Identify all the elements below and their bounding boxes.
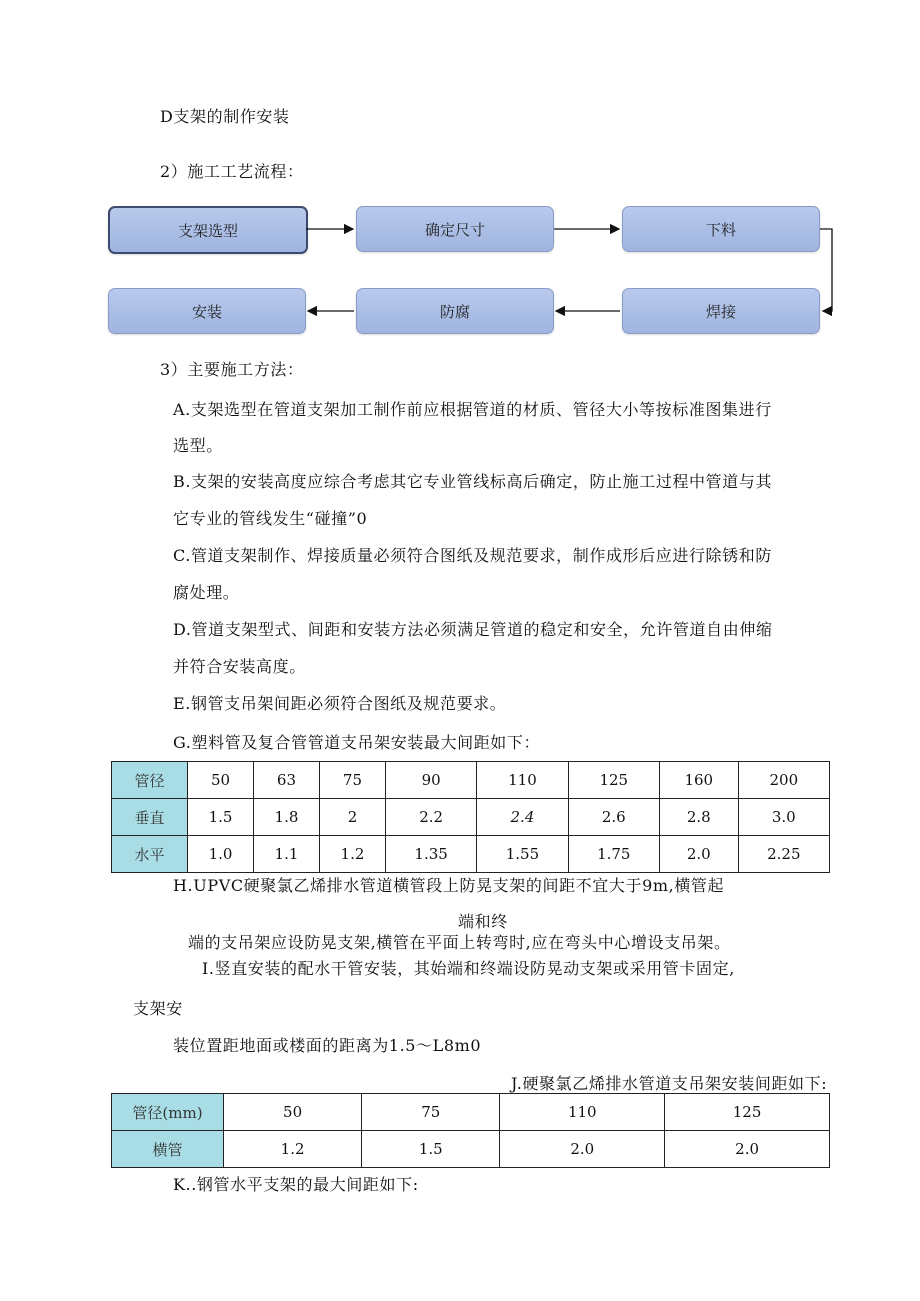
paragraph-k: K..钢管水平支架的最大间距如下:: [173, 1175, 419, 1194]
table-cell: 2.6: [568, 799, 659, 836]
paragraph-j: J.硬聚氯乙烯排水管道支吊架安装间距如下:: [511, 1074, 828, 1093]
table-cell: 2: [319, 799, 385, 836]
table-cell: 1.35: [385, 836, 476, 873]
table-row: [112, 836, 830, 873]
table-cell: 125: [568, 762, 659, 799]
table-row: [112, 1131, 830, 1168]
paragraph-h-line1: H.UPVC硬聚氯乙烯排水管道横管段上防晃支架的间距不宜大于9m,横管起: [173, 876, 725, 895]
table-cell: 50: [188, 762, 254, 799]
flow-step-installation: 安装: [108, 288, 306, 334]
paragraph-b-line2: 它专业的管线发生“碰撞”0: [173, 509, 368, 528]
table-row: [112, 1094, 830, 1131]
arrow-3-to-4: [820, 229, 832, 311]
paragraph-e: E.钢管支吊架间距必须符合图纸及规范要求。: [173, 694, 507, 713]
row-label-vertical: 垂直: [112, 799, 188, 836]
flow-step-cutting: 下料: [622, 206, 820, 252]
flow-heading: 2）施工工艺流程：: [160, 162, 304, 181]
table-cell: 2.0: [500, 1131, 665, 1168]
methods-heading: 3）主要施工方法：: [160, 360, 304, 379]
flow-arrows: [0, 0, 920, 360]
row-label-diameter-mm: 管径(mm): [112, 1094, 224, 1131]
table-cell: 1.0: [188, 836, 254, 873]
paragraph-a-line2: 选型。: [173, 436, 223, 455]
table-cell: 1.55: [477, 836, 568, 873]
paragraph-i-line3: 装位置距地面或楼面的距离为1.5～L8m0: [173, 1036, 482, 1055]
pvc-drain-spacing-table: [111, 1093, 830, 1168]
paragraph-i-line2: 支架安: [133, 999, 183, 1018]
table-cell: 1.1: [253, 836, 319, 873]
table-row: [112, 762, 830, 799]
table-cell: 50: [224, 1094, 362, 1131]
paragraph-c-line1: C.管道支架制作、焊接质量必须符合图纸及规范要求，制作成形后应进行除锈和防: [173, 546, 772, 565]
table-cell: 75: [319, 762, 385, 799]
table-cell: 2.2: [385, 799, 476, 836]
plastic-pipe-spacing-table: [111, 761, 830, 873]
table-cell: 75: [362, 1094, 500, 1131]
table-cell: 1.2: [319, 836, 385, 873]
table-cell: 2.0: [665, 1131, 830, 1168]
table-cell: 110: [500, 1094, 665, 1131]
section-title: D支架的制作安装: [160, 107, 290, 126]
flow-step-determine-size: 确定尺寸: [356, 206, 554, 252]
table-cell: 110: [477, 762, 568, 799]
table-cell: 3.0: [738, 799, 829, 836]
table-cell: 2.25: [738, 836, 829, 873]
paragraph-c-line2: 腐处理。: [173, 583, 240, 602]
table-cell: 1.8: [253, 799, 319, 836]
flow-step-welding: 焊接: [622, 288, 820, 334]
paragraph-d-line2: 并符合安装高度。: [173, 657, 306, 676]
paragraph-i-line1: I.竖直安装的配水干管安装，其始端和终端设防晃动支架或采用管卡固定,: [202, 959, 735, 978]
paragraph-a-line1: A.支架选型在管道支架加工制作前应根据管道的材质、管径大小等按标准图集进行: [173, 400, 772, 419]
paragraph-b-line1: B.支架的安装高度应综合考虑其它专业管线标高后确定，防止施工过程中管道与其: [173, 472, 773, 491]
table-cell: 63: [253, 762, 319, 799]
flow-step-bracket-selection: 支架选型: [108, 206, 308, 254]
table-cell: 2.4: [477, 799, 568, 836]
paragraph-h-line2: 端和终: [458, 912, 508, 931]
row-label-diameter: 管径: [112, 762, 188, 799]
table-cell: 1.75: [568, 836, 659, 873]
table-cell: 125: [665, 1094, 830, 1131]
table-cell: 1.5: [188, 799, 254, 836]
table-cell: 90: [385, 762, 476, 799]
table-cell: 160: [659, 762, 738, 799]
paragraph-d-line1: D.管道支架型式、间距和安装方法必须满足管道的稳定和安全，允许管道自由伸缩: [173, 620, 773, 639]
table-cell: 1.5: [362, 1131, 500, 1168]
table-cell: 2.0: [659, 836, 738, 873]
row-label-horizontal: 水平: [112, 836, 188, 873]
table-cell: 200: [738, 762, 829, 799]
flow-step-anticorrosion: 防腐: [356, 288, 554, 334]
row-label-horizontal-pipe: 横管: [112, 1131, 224, 1168]
table-row: [112, 799, 830, 836]
table-cell: 1.2: [224, 1131, 362, 1168]
table-cell: 2.8: [659, 799, 738, 836]
paragraph-g: G.塑料管及复合管管道支吊架安装最大间距如下：: [173, 733, 541, 752]
paragraph-h-line3: 端的支吊架应设防晃支架,横管在平面上转弯时,应在弯头中心增设支吊架。: [188, 933, 731, 952]
